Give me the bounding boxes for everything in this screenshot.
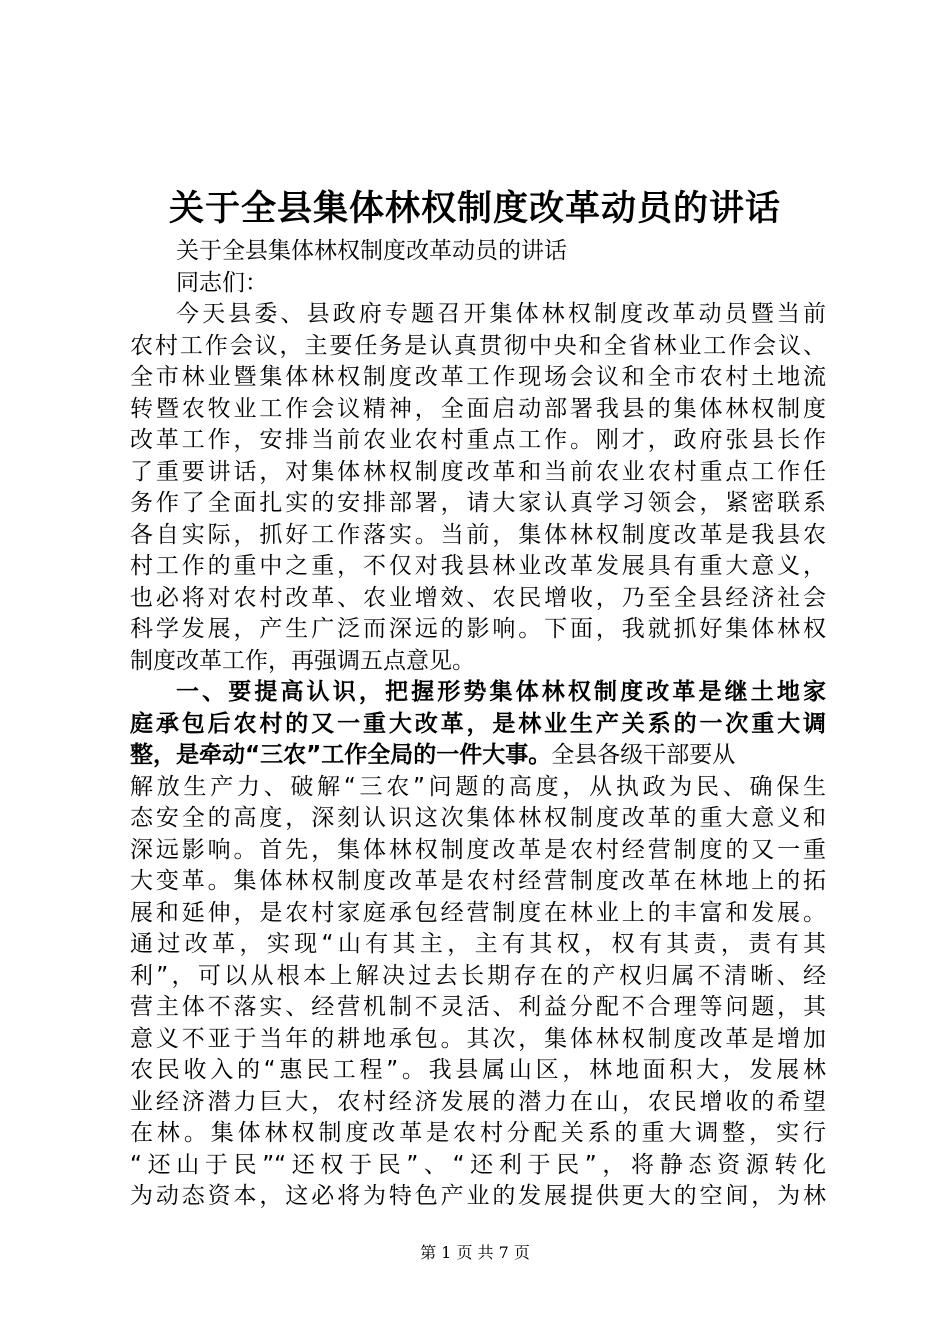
paragraph-line: 转暨农牧业工作会议精神，全面启动部署我县的集体林权制度 [130, 395, 826, 422]
paragraph-line: 了重要讲话，对集体林权制度改革和当前农业农村重点工作任 [130, 458, 826, 485]
paragraph-line: 科学发展，产生广泛而深远的影响。下面，我就抓好集体林权 [130, 616, 826, 642]
subtitle: 关于全县集体林权制度改革动员的讲话 [176, 238, 567, 264]
paragraph-line: 今天县委、县政府专题召开集体林权制度改革动员暨当前 [176, 301, 826, 327]
section-text-start: 全县各级干部要从 [551, 742, 736, 768]
paragraph-line: 业经济潜力巨大，农村经济发展的潜力在山，农民增收的希望 [130, 1088, 826, 1115]
paragraph-line: 为动态资本，这必将为特色产业的发展提供更大的空间，为林 [130, 1183, 826, 1209]
paragraph-line: 态安全的高度，深刻认识这次集体林权制度改革的重大意义和 [130, 805, 826, 831]
paragraph-line: 大变革。集体林权制度改革是农村经营制度改革在林地上的拓 [130, 868, 826, 894]
paragraph-line: 农民收入的“惠民工程”。我县属山区，林地面积大，发展林 [130, 1057, 826, 1083]
page-footer: 第 1 页 共 7 页 [420, 1243, 530, 1262]
paragraph-line: 营主体不落实、经营机制不灵活、利益分配不合理等问题，其 [130, 994, 826, 1020]
paragraph-line: 在林。集体林权制度改革是农村分配关系的重大调整，实行 [130, 1120, 826, 1146]
paragraph-line: 深远影响。首先，集体林权制度改革是农村经营制度的又一重 [130, 836, 826, 863]
paragraph-line: 展和延伸，是农村家庭承包经营制度在林业上的丰富和发展。 [130, 899, 826, 926]
paragraph-line: 意义不亚于当年的耕地承包。其次，集体林权制度改革是增加 [130, 1025, 826, 1052]
paragraph-line: 各自实际，抓好工作落实。当前，集体林权制度改革是我县农 [130, 521, 826, 548]
section-heading-end: 整，是牵动“三农”工作全局的一件大事。 [130, 742, 552, 768]
paragraph-line: 务作了全面扎实的安排部署，请大家认真学习领会，紧密联系 [130, 490, 826, 516]
paragraph-line: 改革工作，安排当前农业农村重点工作。刚才，政府张县长作 [130, 427, 826, 453]
section-heading-line: 一、要提高认识，把握形势集体林权制度改革是继土地家 [176, 679, 826, 705]
paragraph-line: 通过改革，实现“山有其主，主有其权，权有其责，责有其 [130, 931, 826, 957]
paragraph-line: “还山于民”“还权于民”、“还利于民”，将静态资源转化 [130, 1151, 826, 1178]
paragraph-line: 利”，可以从根本上解决过去长期存在的产权归属不清晰、经 [130, 962, 826, 989]
paragraph-line: 解放生产力、破解“三农”问题的高度，从执政为民、确保生 [130, 773, 826, 800]
paragraph-line: 农村工作会议，主要任务是认真贯彻中央和全省林业工作会议、 [130, 332, 826, 359]
document-body [130, 236, 826, 1213]
paragraph-line: 制度改革工作，再强调五点意见。 [130, 647, 475, 674]
salutation: 同志们： [176, 269, 268, 296]
document-title: 关于全县集体林权制度改革动员的讲话 [168, 188, 781, 229]
paragraph-line: 全市林业暨集体林权制度改革工作现场会议和全市农村土地流 [130, 364, 826, 390]
paragraph-line: 也必将对农村改革、农业增效、农民增收，乃至全县经济社会 [130, 584, 826, 611]
paragraph-line: 村工作的重中之重，不仅对我县林业改革发展具有重大意义， [130, 553, 826, 579]
section-mixed-line [130, 740, 826, 772]
section-heading-line: 庭承包后农村的又一重大改革，是林业生产关系的一次重大调 [130, 710, 826, 737]
